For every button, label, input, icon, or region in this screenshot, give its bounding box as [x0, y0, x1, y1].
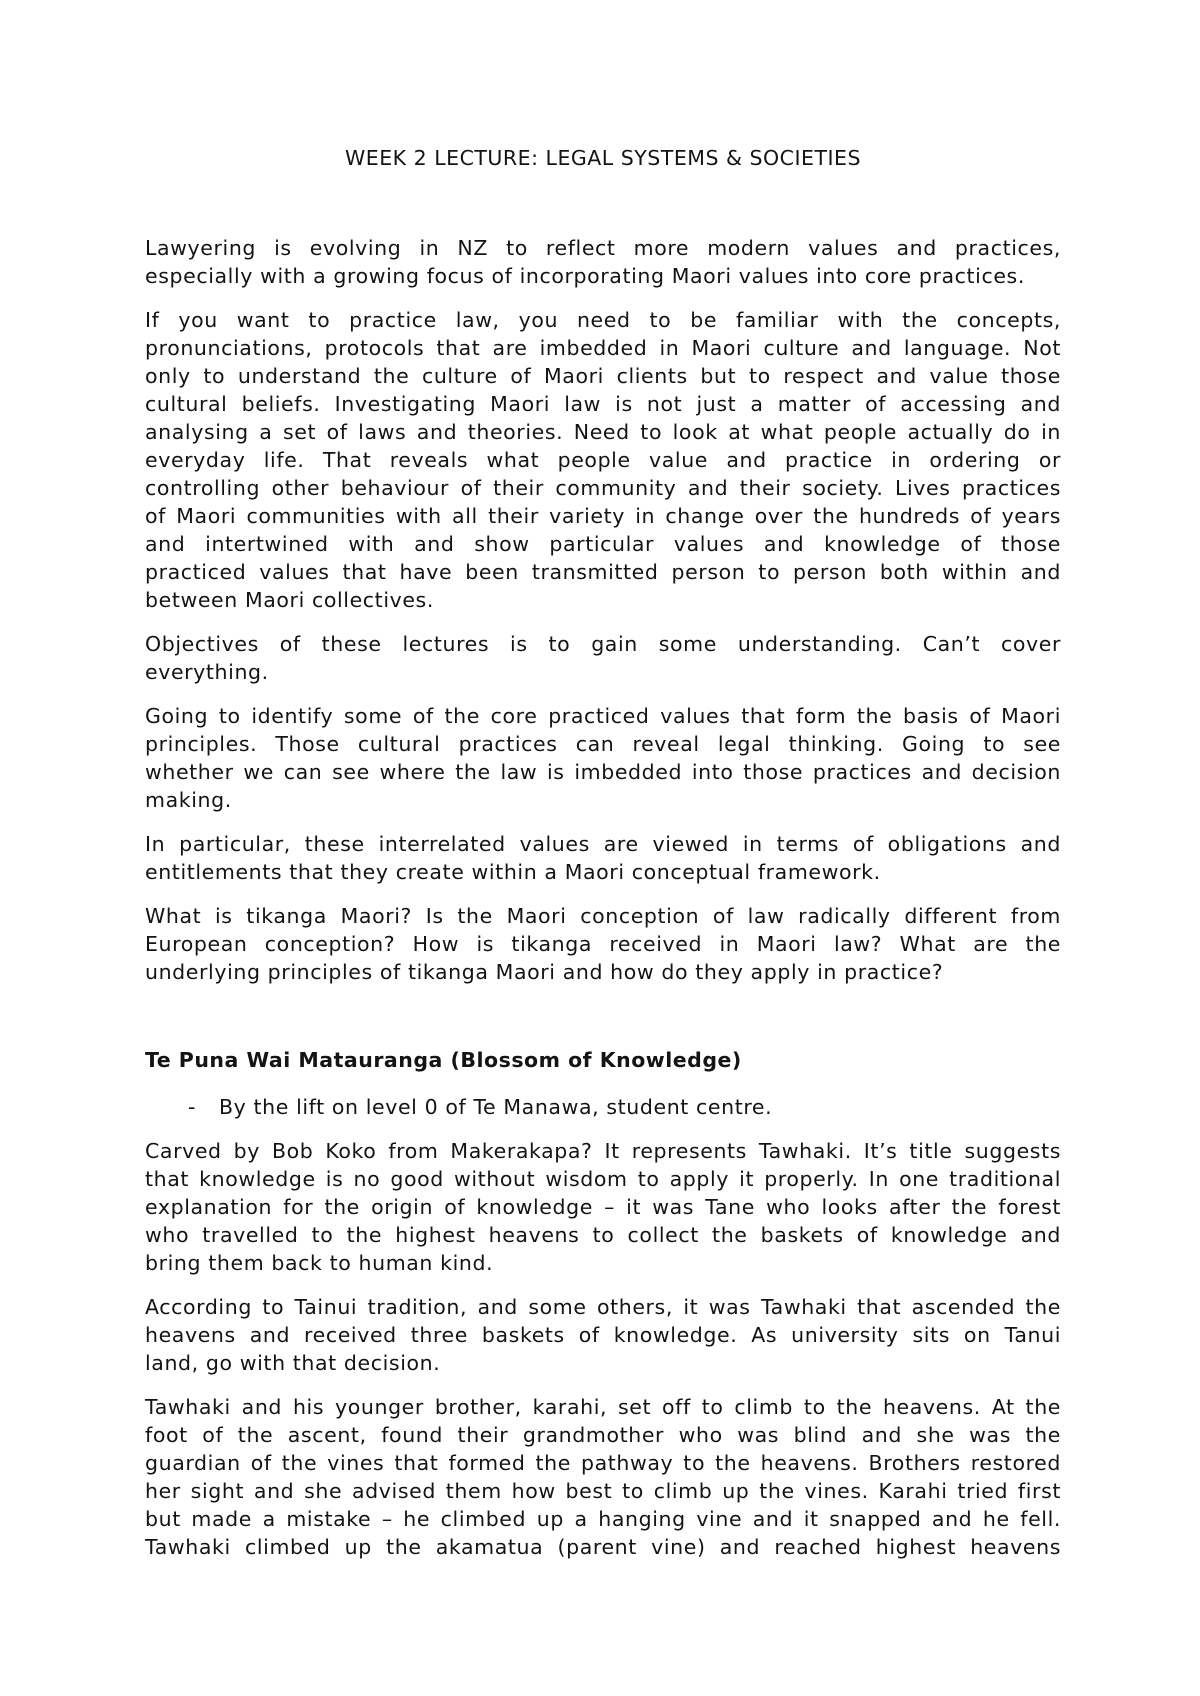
paragraph-line: and intertwined with and show particular values and knowledge of those: [145, 532, 1061, 556]
paragraph-line: guardian of the vines that formed the pathway to the heavens. Brothers restored: [145, 1451, 1061, 1475]
paragraph-line: her sight and she advised them how best to climb up the vines. Karahi tried first: [145, 1479, 1061, 1503]
paragraph-line: whether we can see where the law is imbedded into those practices and decision: [145, 760, 1061, 784]
paragraph-line: making.: [145, 788, 232, 812]
paragraph: [145, 702, 1061, 814]
paragraph-line: bring them back to human kind.: [145, 1251, 494, 1275]
paragraph-line: cultural beliefs. Investigating Maori law is not just a matter of accessing and: [145, 392, 1061, 416]
paragraph: [145, 1293, 1061, 1377]
section-heading: Te Puna Wai Matauranga (Blossom of Knowledge): [145, 1048, 742, 1072]
bullet-marker: -: [188, 1095, 196, 1119]
paragraph-line: In particular, these interrelated values are viewed in terms of obligations and: [145, 832, 1061, 856]
paragraph-line: Lawyering is evolving in NZ to reflect more modern values and practices,: [145, 236, 1061, 260]
bullet-text: By the lift on level 0 of Te Manawa, student centre.: [219, 1095, 773, 1119]
paragraph-line: who travelled to the highest heavens to collect the baskets of knowledge and: [145, 1223, 1061, 1247]
paragraph-line: practiced values that have been transmitted person to person both within and: [145, 560, 1061, 584]
paragraph-line: controlling other behaviour of their community and their society. Lives practices: [145, 476, 1061, 500]
paragraph-line: Tawhaki and his younger brother, karahi, set off to climb to the heavens. At the: [145, 1395, 1061, 1419]
paragraph-line: pronunciations, protocols that are imbedded in Maori culture and language. Not: [145, 336, 1061, 360]
paragraph: [145, 1393, 1061, 1561]
paragraph-line: Tawhaki climbed up the akamatua (parent vine) and reached highest heavens: [145, 1535, 1061, 1559]
paragraph-line: of Maori communities with all their variety in change over the hundreds of years: [145, 504, 1061, 528]
bullet-item: [145, 1093, 1061, 1121]
paragraph-line: Carved by Bob Koko from Makerakapa? It represents Tawhaki. It’s title suggests: [145, 1139, 1061, 1163]
paragraph: [145, 234, 1061, 290]
paragraph-line: According to Tainui tradition, and some others, it was Tawhaki that ascended the: [145, 1295, 1061, 1319]
paragraph-line: especially with a growing focus of incorporating Maori values into core practices.: [145, 264, 1025, 288]
paragraph: [145, 306, 1061, 614]
paragraph-line: between Maori collectives.: [145, 588, 434, 612]
document-body: [145, 144, 1061, 1577]
paragraph-line: land, go with that decision.: [145, 1351, 441, 1375]
paragraph-line: analysing a set of laws and theories. Need to look at what people actually do in: [145, 420, 1061, 444]
paragraph-line: only to understand the culture of Maori clients but to respect and value those: [145, 364, 1061, 388]
paragraph: [145, 902, 1061, 986]
paragraph-line: What is tikanga Maori? Is the Maori conception of law radically different from: [145, 904, 1061, 928]
paragraph: [145, 630, 1061, 686]
paragraph-line: heavens and received three baskets of knowledge. As university sits on Tanui: [145, 1323, 1061, 1347]
paragraph-line: explanation for the origin of knowledge – it was Tane who looks after the forest: [145, 1195, 1061, 1219]
paragraph-line: foot of the ascent, found their grandmother who was blind and she was the: [145, 1423, 1061, 1447]
paragraph-line: entitlements that they create within a Maori conceptual framework.: [145, 860, 881, 884]
paragraph-line: Objectives of these lectures is to gain some understanding. Can’t cover: [145, 632, 1061, 656]
paragraph-line: If you want to practice law, you need to be familiar with the concepts,: [145, 308, 1061, 332]
paragraph-line: underlying principles of tikanga Maori and how do they apply in practice?: [145, 960, 944, 984]
paragraph-line: everything.: [145, 660, 269, 684]
paragraph: [145, 830, 1061, 886]
paragraph: [145, 1137, 1061, 1277]
paragraph-line: that knowledge is no good without wisdom to apply it properly. In one traditional: [145, 1167, 1061, 1191]
paragraph-line: principles. Those cultural practices can reveal legal thinking. Going to see: [145, 732, 1061, 756]
paragraph-line: Going to identify some of the core practiced values that form the basis of Maori: [145, 704, 1061, 728]
paragraph-line: everyday life. That reveals what people value and practice in ordering or: [145, 448, 1061, 472]
paragraph-line: but made a mistake – he climbed up a hanging vine and it snapped and he fell.: [145, 1507, 1061, 1531]
page-title: WEEK 2 LECTURE: LEGAL SYSTEMS & SOCIETIES: [345, 146, 861, 170]
paragraph-line: European conception? How is tikanga received in Maori law? What are the: [145, 932, 1061, 956]
